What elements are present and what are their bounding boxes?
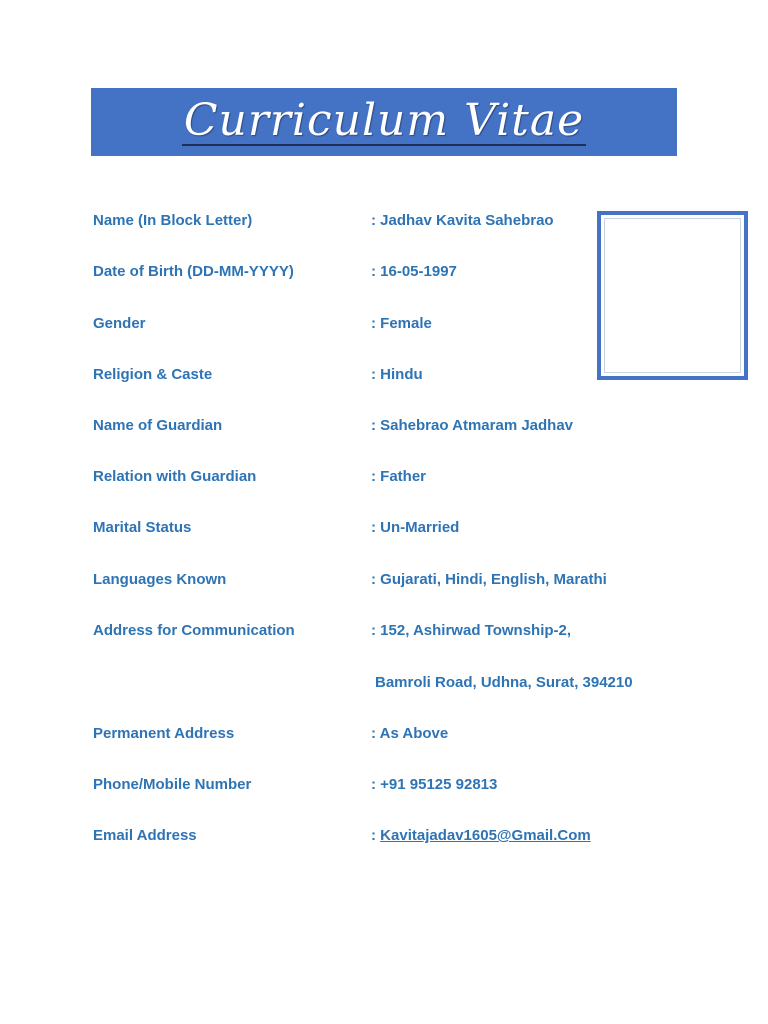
field-row-dob <box>0 261 768 283</box>
field-value: : +91 95125 92813 <box>371 776 498 793</box>
field-value: : Sahebrao Atmaram Jadhav <box>371 417 574 434</box>
field-value: : 152, Ashirwad Township-2, <box>371 622 572 639</box>
field-label: Relation with Guardian <box>93 468 257 485</box>
field-row-phone <box>0 774 768 796</box>
field-label: Name (In Block Letter) <box>93 212 253 229</box>
title-banner <box>91 88 677 156</box>
field-value: : Father <box>371 468 427 485</box>
field-row-email <box>0 825 768 847</box>
field-label: Date of Birth (DD-MM-YYYY) <box>93 263 294 280</box>
field-value: : Gujarati, Hindi, English, Marathi <box>371 571 607 588</box>
field-label: Address for Communication <box>93 622 295 639</box>
field-row-address <box>0 620 768 642</box>
field-row-marital-status <box>0 517 768 539</box>
field-row-relation <box>0 466 768 488</box>
email-link[interactable]: Kavitajadav1605@Gmail.Com <box>380 827 591 844</box>
field-label: Permanent Address <box>93 725 235 742</box>
field-row-religion <box>0 364 768 386</box>
field-value: : Female <box>371 315 432 332</box>
field-value: Bamroli Road, Udhna, Surat, 394210 <box>375 674 633 691</box>
field-row-permanent-address <box>0 723 768 745</box>
field-label: Name of Guardian <box>93 417 223 434</box>
field-row-guardian <box>0 415 768 437</box>
page-title: Curriculum Vitae <box>183 95 585 146</box>
field-row-name <box>0 210 768 232</box>
email-prefix: : <box>371 827 381 844</box>
photo-frame-inner <box>604 218 741 373</box>
field-value: : As Above <box>371 725 449 742</box>
photo-placeholder <box>597 211 748 380</box>
field-label: Email Address <box>93 827 197 844</box>
field-row-address-continued <box>0 672 768 694</box>
field-value <box>371 825 591 847</box>
field-label: Marital Status <box>93 519 192 536</box>
field-value: : Un-Married <box>371 519 460 536</box>
field-row-gender <box>0 313 768 335</box>
field-row-languages <box>0 569 768 591</box>
field-label: Languages Known <box>93 571 227 588</box>
field-value: : Jadhav Kavita Sahebrao <box>371 212 554 229</box>
field-label: Religion & Caste <box>93 366 213 383</box>
field-label: Phone/Mobile Number <box>93 776 252 793</box>
field-value: : 16-05-1997 <box>371 263 457 280</box>
field-label: Gender <box>93 315 146 332</box>
field-value: : Hindu <box>371 366 423 383</box>
